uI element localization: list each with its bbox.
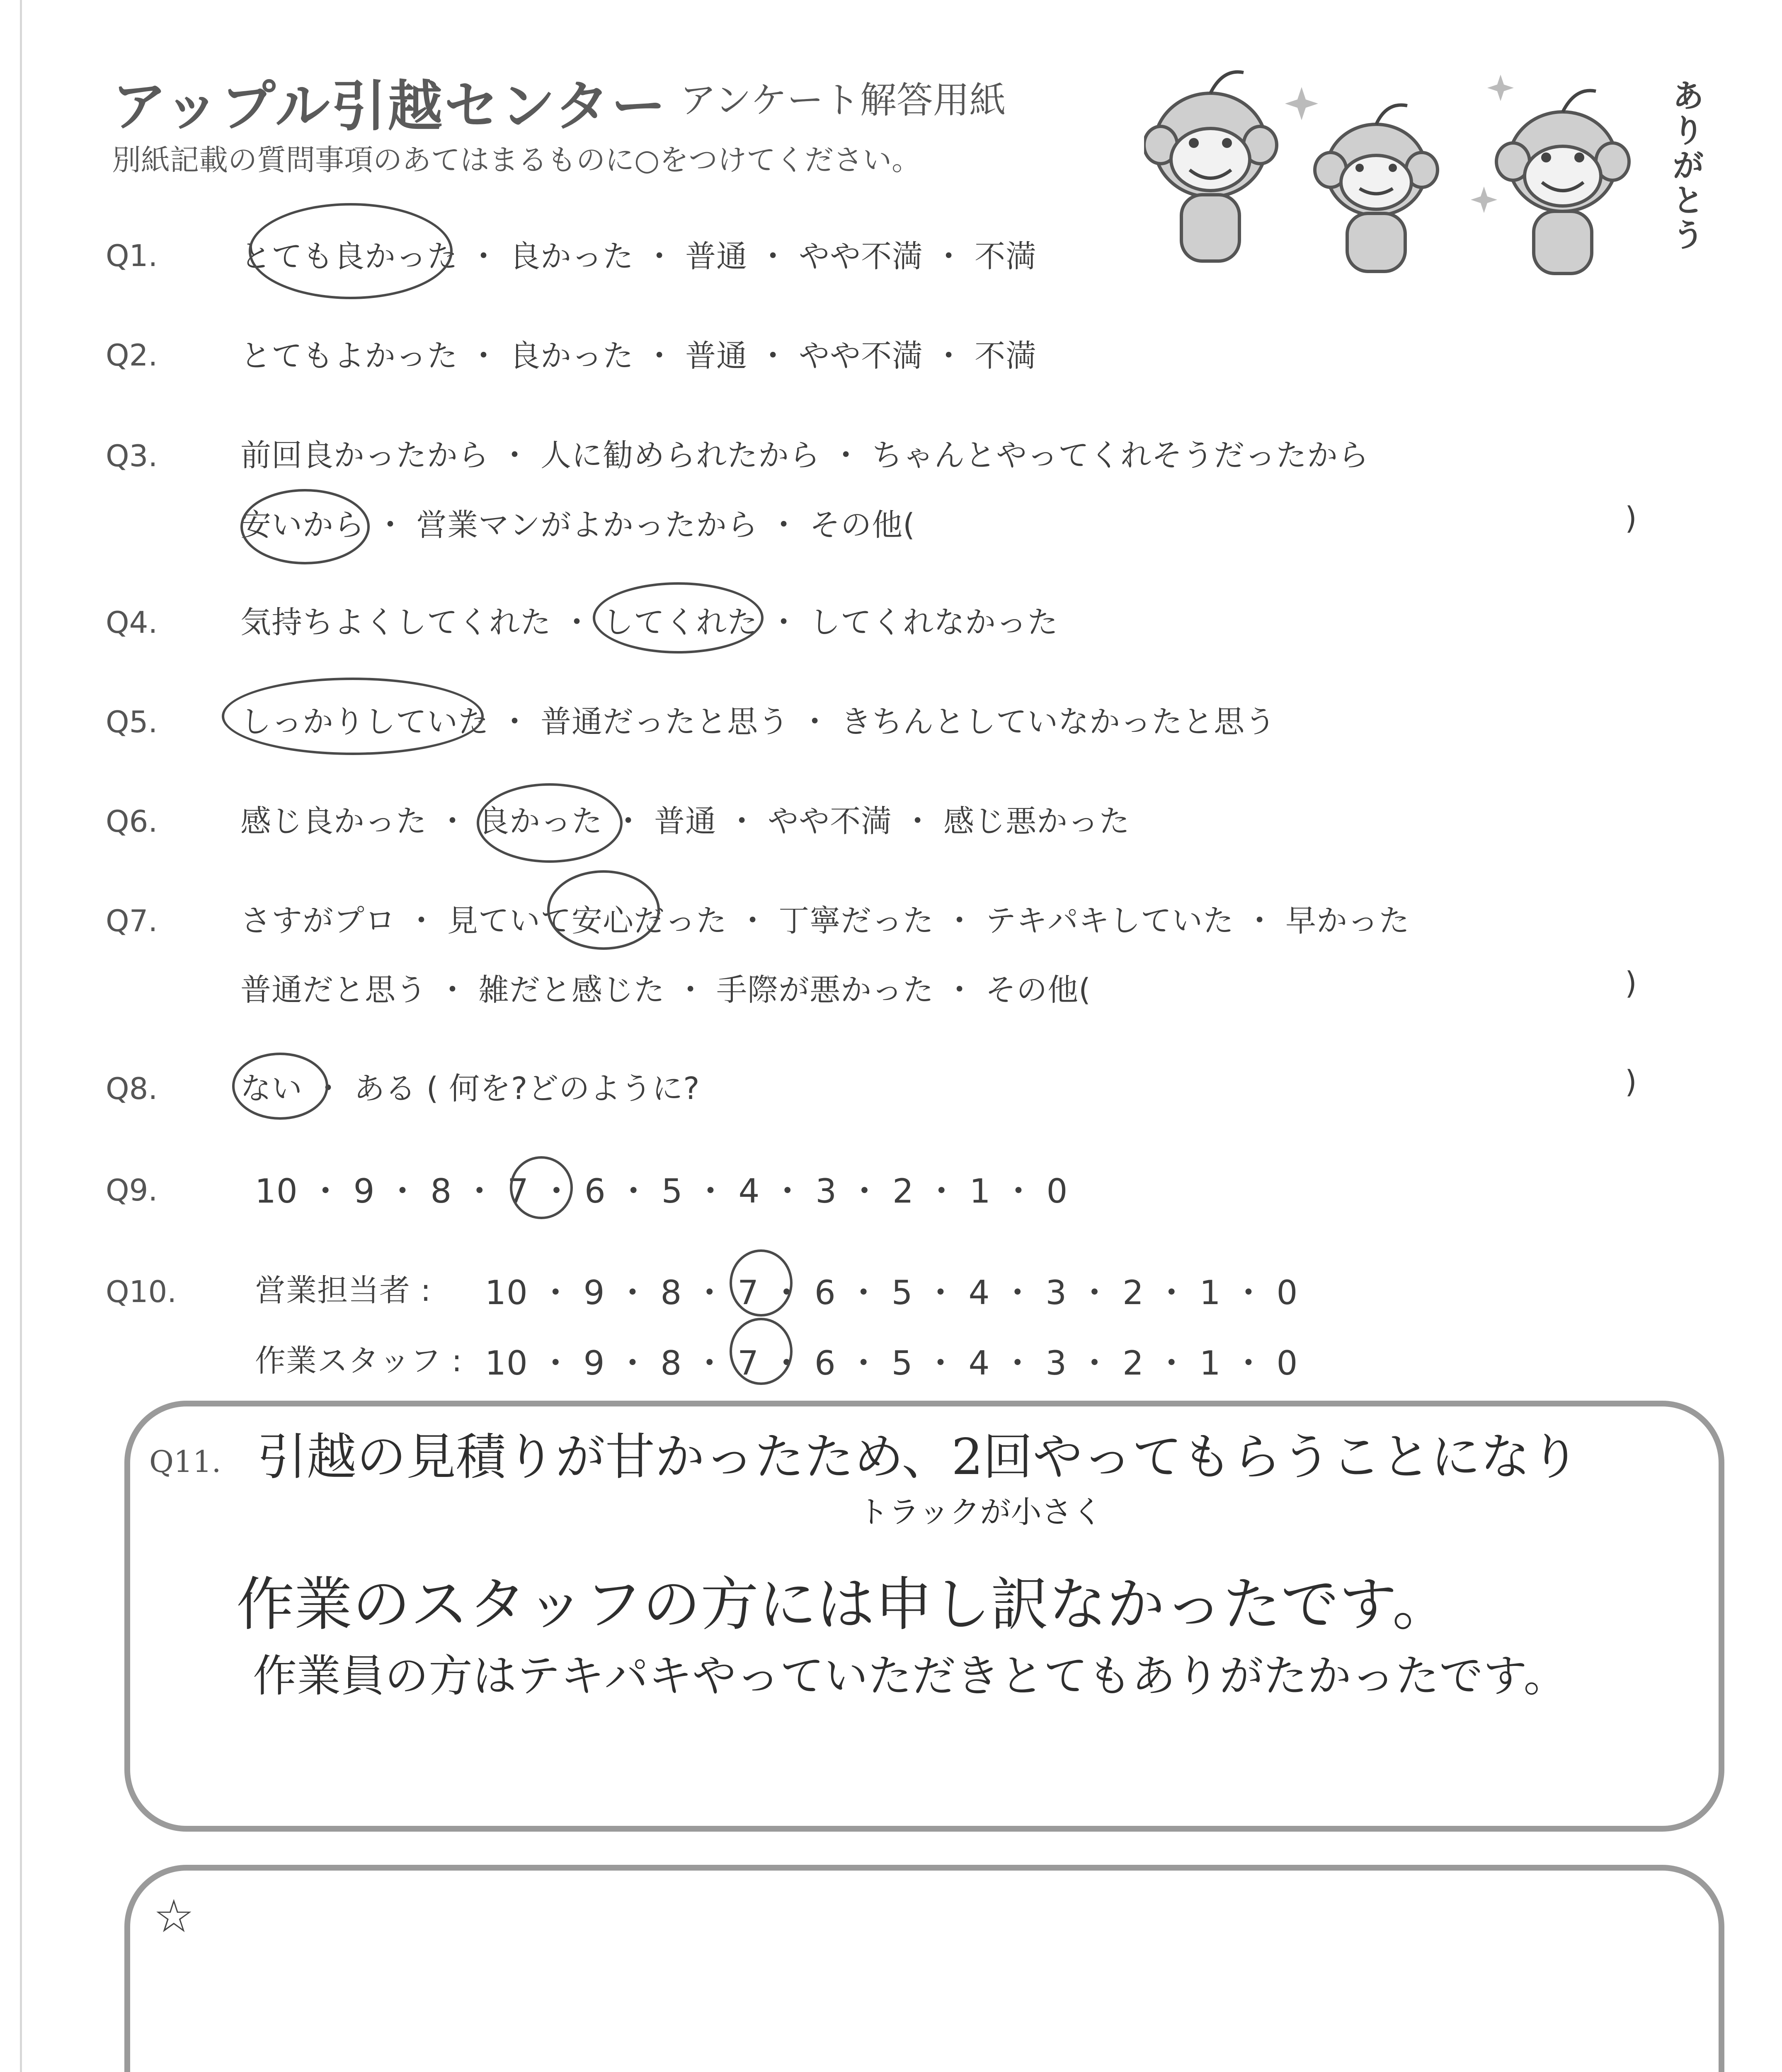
q3-options-line1: 前回良かったから ・ 人に勧められたから ・ ちゃんとやってくれそうだったから xyxy=(240,438,1370,473)
q7-options-line1: さすがプロ ・ 見ていて安心だった ・ 丁寧だった ・ テキパキしていた ・ 早かった xyxy=(240,903,1410,939)
q10-label: Q10. xyxy=(106,1274,177,1309)
scan-edge-line xyxy=(20,0,22,2072)
q9-answer-circle xyxy=(510,1156,573,1219)
q11-handwritten-line1: 引越の見積りが甘かったため、2回やってもらうことになり xyxy=(257,1428,1580,1486)
q10-staff-label: 作業スタッフ : xyxy=(255,1343,463,1379)
q2-options: とてもよかった ・ 良かった ・ 普通 ・ やや不満 ・ 不満 xyxy=(240,338,1037,374)
q4-answer-circle xyxy=(593,582,764,654)
q11-handwritten-line3: 作業員の方はテキパキやっていただきとてもありがたかったです。 xyxy=(253,1651,1568,1702)
q11-label: Q11. xyxy=(149,1444,221,1479)
q3-answer-circle xyxy=(240,489,370,564)
q2-label: Q2. xyxy=(106,338,158,373)
q11-handwritten-line2: 作業のスタッフの方には申し訳なかったです。 xyxy=(236,1571,1450,1639)
instruction-text: 別紙記載の質問事項のあてはまるものに○をつけてください。 xyxy=(112,143,921,177)
q1-options: とても良かった ・ 良かった ・ 普通 ・ やや不満 ・ 不満 xyxy=(240,239,1037,274)
star-mark: ☆ xyxy=(153,1890,194,1943)
q3-close-paren: ) xyxy=(1625,501,1637,536)
thanks-text: ありがとう xyxy=(1667,79,1704,253)
q10-staff-scale: 10 ・ 9 ・ 8 ・ 7 ・ 6 ・ 5 ・ 4 ・ 3 ・ 2 ・ 1 ・ 0 xyxy=(485,1344,1298,1382)
q1-answer-circle xyxy=(249,203,453,299)
star-comment-box xyxy=(124,1865,1724,2072)
q10-sales-label: 営業担当者 : xyxy=(255,1273,432,1308)
q5-label: Q5. xyxy=(106,704,158,739)
q3-label: Q3. xyxy=(106,438,158,473)
q8-label: Q8. xyxy=(106,1071,158,1106)
q11-handwritten-insert: トラックが小さく xyxy=(858,1494,1103,1530)
q10-sales-scale: 10 ・ 9 ・ 8 ・ 7 ・ 6 ・ 5 ・ 4 ・ 3 ・ 2 ・ 1 ・ 0 xyxy=(485,1273,1298,1312)
q4-label: Q4. xyxy=(106,605,158,640)
q7-answer-circle xyxy=(547,870,660,950)
q6-label: Q6. xyxy=(106,804,158,839)
q5-options: しっかりしていた ・ 普通だったと思う ・ きちんとしていなかったと思う xyxy=(240,704,1276,740)
q5-answer-circle xyxy=(222,678,484,755)
q7-close-paren: ) xyxy=(1625,966,1637,1001)
q3-options-line2: 安いから ・ 営業マンがよかったから ・ その他( xyxy=(240,507,915,543)
q8-answer-circle xyxy=(232,1053,328,1120)
q9-scale: 10 ・ 9 ・ 8 ・ 7 ・ 6 ・ 5 ・ 4 ・ 3 ・ 2 ・ 1 ・ 0 xyxy=(255,1172,1068,1210)
q9-label: Q9. xyxy=(106,1173,158,1208)
q1-label: Q1. xyxy=(106,238,158,273)
form-subtitle: アンケート解答用紙 xyxy=(680,79,1006,121)
q7-options-line2: 普通だと思う ・ 雑だと感じた ・ 手際が悪かった ・ その他( xyxy=(240,972,1091,1008)
q10-sales-answer-circle xyxy=(730,1249,793,1317)
mascot-illustration xyxy=(1144,62,1704,278)
q8-close-paren: ) xyxy=(1625,1064,1637,1100)
q6-options: 感じ良かった ・ 良かった ・ 普通 ・ やや不満 ・ 感じ悪かった xyxy=(240,804,1130,839)
q10-staff-answer-circle xyxy=(730,1318,793,1385)
q7-label: Q7. xyxy=(106,903,158,938)
q8-options: ない ・ ある ( 何を?どのように? xyxy=(240,1071,700,1106)
q6-answer-circle xyxy=(477,783,623,863)
q4-options: 気持ちよくしてくれた ・ してくれた ・ してくれなかった xyxy=(240,605,1059,640)
company-title: アップル引越センター xyxy=(112,75,668,138)
